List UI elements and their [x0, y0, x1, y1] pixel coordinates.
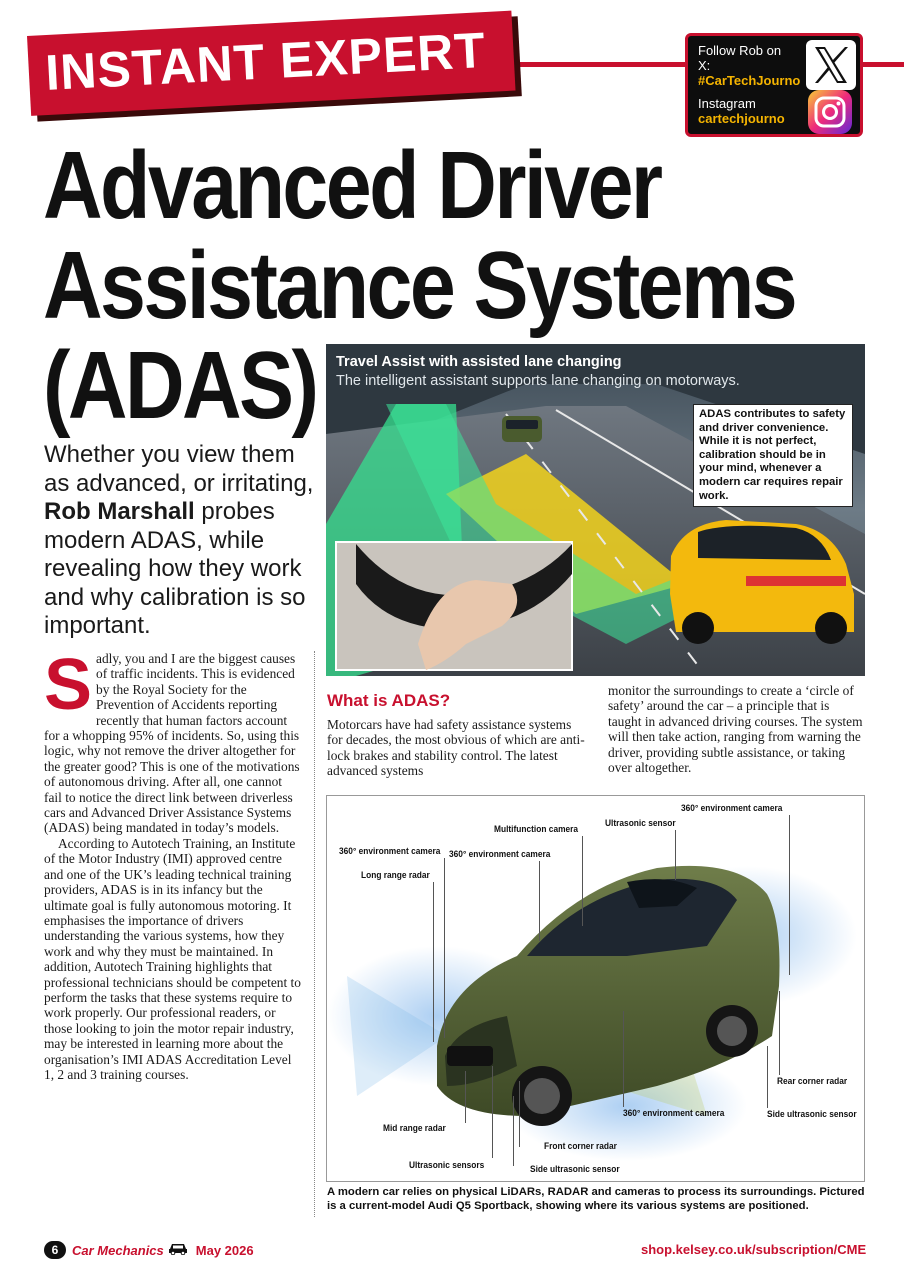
diagram-caption: A modern car relies on physical LiDARs, RADAR and cameras to process its surroundings. Pictured is a current-model Audi Q5 Sportback, showing where its various systems are positioned.: [327, 1186, 865, 1212]
leader-line: [789, 815, 790, 975]
car-icon: [168, 1242, 188, 1258]
label-360-camera-left: 360° environment camera: [339, 846, 441, 857]
x-handle[interactable]: #CarTechJourno: [698, 73, 801, 88]
title-line-3: (ADAS): [43, 332, 317, 439]
body-paragraph-1: [44, 645, 302, 836]
footer-left: [44, 1241, 254, 1259]
body-paragraph-1-text: adly, you and I are the biggest causes of traffic incidents. This is evidenced by the Royal Society for the Prevention of Accidents reporting recently that human factors account for a whopping 95% of incidents. So, using this logic, why not remove the driver altogether for the greater good? This is one of the motivations of autonomous driving. After all, one cannot fail to notice the direct link between driverless cars and Advanced Driver Assistance Systems (ADAS) being mandated in today’s models.: [44, 651, 300, 836]
label-ultrasonic-top: Ultrasonic sensor: [605, 818, 676, 829]
magazine-name: Car Mechanics: [72, 1242, 164, 1258]
x-label: X:: [698, 58, 711, 73]
label-multifunction-camera: Multifunction camera: [494, 824, 579, 835]
section-heading: What is ADAS?: [327, 691, 451, 710]
title-line-2: Assistance Systems: [43, 232, 796, 339]
page-number: 6: [44, 1241, 66, 1259]
leader-line: [582, 836, 583, 926]
subscription-link[interactable]: shop.kelsey.co.uk/subscription/CME: [641, 1242, 867, 1257]
leader-line: [433, 882, 434, 1042]
body-column-3: monitor the surroundings to create a ‘circle of safety’ around the car – a principle that is taught in advanced driving courses. The system will then take action, ranging from warning the driver, providing subtle assistance, or taking over altogether.: [608, 683, 863, 776]
standfirst-before: Whether you view them as advanced, or irritating,: [44, 441, 314, 497]
column-divider: [314, 651, 315, 1217]
leader-line: [519, 1081, 520, 1147]
leader-line: [444, 858, 445, 1038]
label-front-corner-radar: Front corner radar: [544, 1141, 617, 1152]
leader-line: [675, 830, 676, 880]
label-360-camera-mid: 360° environment camera: [449, 849, 551, 860]
label-360-camera-bottom: 360° environment camera: [623, 1108, 725, 1119]
body-column-1: [44, 645, 302, 1082]
leader-line: [513, 1096, 514, 1166]
hero-caption-title: Travel Assist with assisted lane changing: [336, 354, 622, 370]
hero-image: [326, 344, 865, 676]
issue-date: May 2026: [195, 1242, 254, 1258]
body-paragraph-2: According to Autotech Training, an Institute of the Motor Industry (IMI) approved centre and one of the UK’s leading technical training providers, ADAS is in its infancy but the ultimate goal is fully autonomous motoring. It emphasises the importance of drivers understanding the various systems, how they work and why they must be maintained. In addition, Autotech Training highlights that professional technicians should be competent to perform the tasks that these systems require to work properly. Our professional readers, or those looking to join the motor repair industry, may be interested in learning more about the organisation’s IMI ADAS Accreditation Level 1, 2 and 3 training courses.: [44, 835, 301, 1082]
instagram-logo-icon[interactable]: [808, 90, 852, 134]
label-mid-range-radar: Mid range radar: [383, 1123, 446, 1134]
leader-line: [779, 991, 780, 1075]
adas-diagram: [326, 795, 865, 1182]
drop-cap: S: [44, 645, 93, 725]
social-box: [685, 33, 863, 137]
label-side-ultrasonic-bottom: Side ultrasonic sensor: [530, 1164, 620, 1175]
hero-caption-subtitle: The intelligent assistant supports lane changing on motorways.: [336, 373, 740, 389]
title-line-1: Advanced Driver: [43, 132, 661, 239]
x-logo-icon[interactable]: [806, 40, 856, 90]
author-name: Rob Marshall: [44, 498, 195, 525]
label-360-camera-top-right: 360° environment camera: [681, 803, 783, 814]
body-column-2: Motorcars have had safety assistance systems for decades, the most obvious of which are anti-lock brakes and stability control. The latest advanced systems: [327, 717, 585, 779]
callout-box: ADAS contributes to safety and driver convenience. While it is not perfect, calibration should be in your mind, whenever a modern car requires repair work.: [693, 404, 853, 507]
leader-line: [465, 1071, 466, 1123]
leader-line: [539, 861, 540, 941]
standfirst-after: probes modern ADAS, while revealing how they work and why calibration is so important.: [44, 498, 306, 639]
instagram-label: Instagram: [698, 96, 756, 111]
label-side-ultrasonic-right: Side ultrasonic sensor: [767, 1109, 857, 1120]
leader-line: [767, 1046, 768, 1108]
standfirst: [44, 441, 320, 641]
follow-label: Follow Rob on: [698, 43, 782, 58]
leader-line: [492, 1066, 493, 1158]
label-ultrasonic-sensors: Ultrasonic sensors: [409, 1160, 485, 1171]
section-banner: INSTANT EXPERT: [44, 21, 488, 101]
leader-line: [623, 1011, 624, 1107]
label-long-range-radar: Long range radar: [361, 870, 430, 881]
instagram-handle[interactable]: cartechjourno: [698, 111, 785, 126]
label-rear-corner-radar: Rear corner radar: [777, 1076, 848, 1087]
